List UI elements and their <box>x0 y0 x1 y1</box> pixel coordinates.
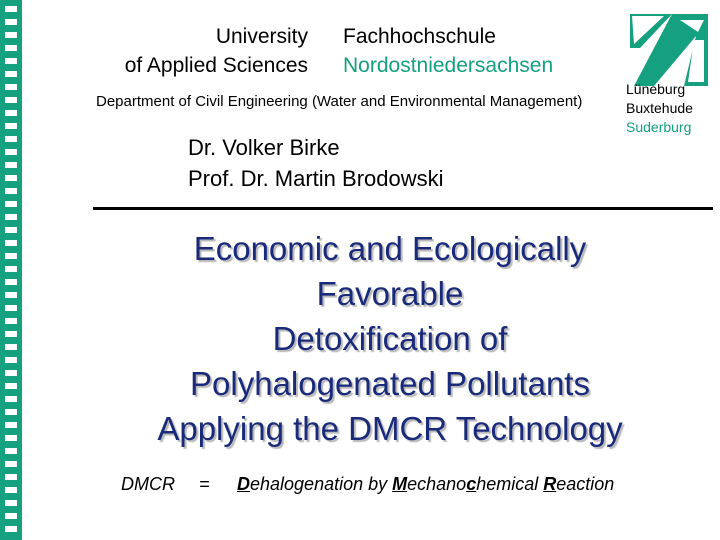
strip-square <box>5 32 17 38</box>
strip-square <box>5 396 17 402</box>
university-logo-icon <box>624 14 708 86</box>
strip-square <box>5 175 17 181</box>
divider <box>93 207 713 210</box>
university-line-1: University <box>215 25 308 48</box>
title-line-2: Favorable <box>316 275 464 312</box>
expansion-part-3: hemical <box>476 474 544 494</box>
strip-square <box>5 253 17 259</box>
strip-square <box>5 19 17 25</box>
strip-square <box>5 526 17 532</box>
strip-square <box>5 84 17 90</box>
strip-square <box>5 58 17 64</box>
strip-square <box>5 214 17 220</box>
strip-square <box>5 500 17 506</box>
initial-c: c <box>466 474 477 494</box>
strip-square <box>5 383 17 389</box>
strip-square <box>5 331 17 337</box>
university-name <box>96 22 308 80</box>
strip-square <box>5 71 17 77</box>
presentation-title <box>110 226 670 451</box>
locations-list <box>626 80 693 137</box>
title-line-4: Polyhalogenated Pollutants <box>190 365 590 402</box>
strip-square <box>5 448 17 454</box>
strip-square <box>5 6 17 12</box>
strip-square <box>5 435 17 441</box>
strip-square <box>5 409 17 415</box>
author-1: Dr. Volker Birke <box>188 135 340 160</box>
strip-square <box>5 123 17 129</box>
title-line-3: Detoxification of <box>272 320 508 357</box>
strip-square <box>5 188 17 194</box>
strip-square <box>5 513 17 519</box>
initial-d: D <box>237 474 250 494</box>
acronym: DMCR <box>121 474 175 494</box>
author-2: Prof. Dr. Martin Brodowski <box>188 166 444 191</box>
strip-square <box>5 461 17 467</box>
strip-square <box>5 487 17 493</box>
expansion-part-4: eaction <box>556 474 615 494</box>
strip-square <box>5 305 17 311</box>
university-line-2: of Applied Sciences <box>124 54 308 77</box>
strip-square <box>5 318 17 324</box>
strip-square <box>5 97 17 103</box>
strip-square <box>5 370 17 376</box>
strip-square <box>5 279 17 285</box>
strip-square <box>5 227 17 233</box>
fachhochschule-name <box>343 22 553 80</box>
decorative-strip <box>0 0 22 540</box>
expansion-part-1: ehalogenation by <box>250 474 393 494</box>
equals-sign: = <box>199 474 210 494</box>
strip-square <box>5 292 17 298</box>
location-lueneburg: Lüneburg <box>626 81 686 97</box>
strip-square <box>5 110 17 116</box>
department: Department of Civil Engineering (Water and Environmental Management) <box>96 93 583 110</box>
authors <box>188 132 444 194</box>
strip-square <box>5 45 17 51</box>
strip-square <box>5 136 17 142</box>
strip-square <box>5 474 17 480</box>
initial-m: M <box>392 474 408 494</box>
acronym-definition <box>121 474 210 495</box>
expansion-part-2: echano <box>407 474 467 494</box>
location-suderburg: Suderburg <box>626 119 692 135</box>
strip-square <box>5 162 17 168</box>
strip-square <box>5 201 17 207</box>
fh-line-2: Nordostniedersachsen <box>343 54 554 77</box>
strip-square <box>5 344 17 350</box>
strip-square <box>5 357 17 363</box>
strip-square <box>5 422 17 428</box>
title-line-5: Applying the DMCR Technology <box>157 410 623 447</box>
initial-r: R <box>543 474 557 494</box>
acronym-expansion <box>237 474 614 495</box>
fh-line-1: Fachhochschule <box>343 25 496 48</box>
strip-square <box>5 266 17 272</box>
title-line-1: Economic and Ecologically <box>193 230 587 267</box>
strip-square <box>5 149 17 155</box>
strip-square <box>5 240 17 246</box>
location-buxtehude: Buxtehude <box>626 100 693 116</box>
